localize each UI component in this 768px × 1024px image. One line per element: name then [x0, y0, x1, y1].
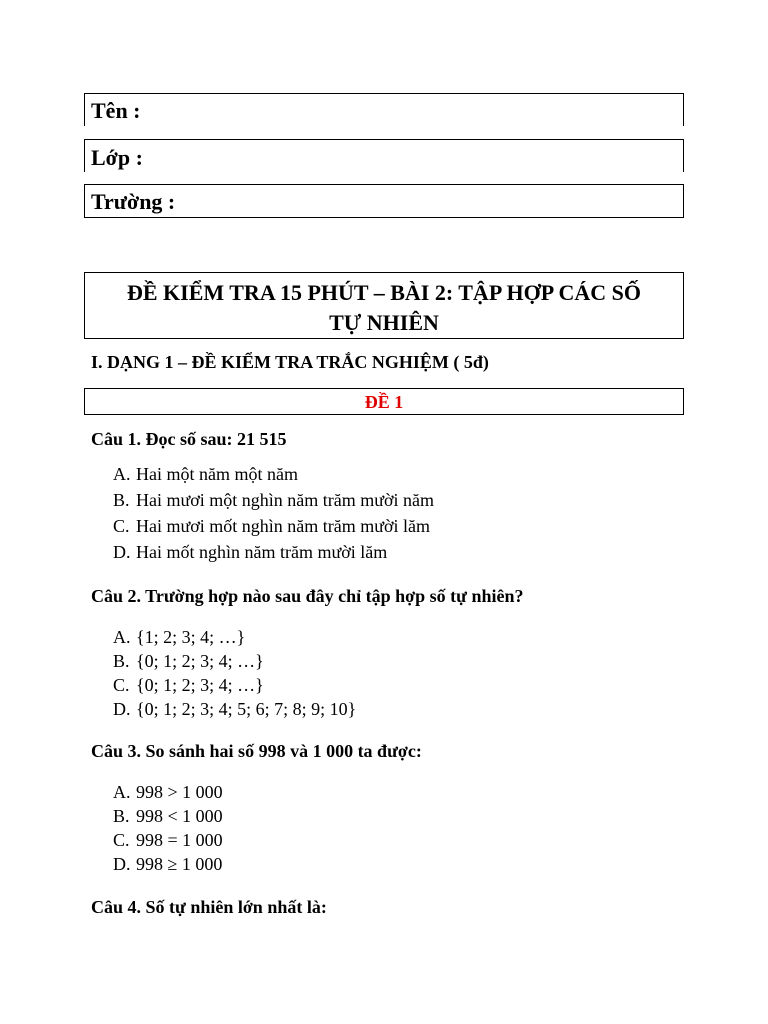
question-1: Câu 1. Đọc số sau: 21 515 [91, 429, 287, 449]
class-field-box [84, 139, 684, 172]
question-3: Câu 3. So sánh hai số 998 và 1 000 ta được: [91, 741, 422, 761]
option-letter: B. [113, 490, 130, 510]
test-variant-label: ĐỀ 1 [364, 392, 404, 412]
test-variant-box [84, 388, 684, 415]
option-text: 998 < 1 000 [136, 806, 223, 826]
option-b [113, 651, 356, 675]
option-text: {0; 1; 2; 3; 4; …} [136, 651, 264, 671]
question-4: Câu 4. Số tự nhiên lớn nhất là: [91, 897, 327, 917]
option-letter: A. [113, 782, 131, 802]
option-text: Hai mốt nghìn năm trăm mười lăm [136, 542, 388, 562]
option-b [113, 806, 223, 830]
option-d [113, 699, 356, 723]
name-label: Tên : [91, 98, 141, 123]
option-text: 998 ≥ 1 000 [136, 854, 223, 874]
option-b [113, 490, 434, 516]
option-letter: A. [113, 464, 131, 484]
option-letter: B. [113, 651, 130, 671]
option-letter: D. [113, 699, 131, 719]
option-text: {0; 1; 2; 3; 4; 5; 6; 7; 8; 9; 10} [136, 699, 357, 719]
option-text: {0; 1; 2; 3; 4; …} [136, 675, 264, 695]
option-a [113, 464, 434, 490]
option-letter: C. [113, 516, 130, 536]
question-2-options [113, 627, 356, 723]
test-title-line-2: TỰ NHIÊN [329, 310, 439, 335]
option-text: Hai một năm một năm [136, 464, 298, 484]
question-3-options [113, 782, 223, 878]
option-c [113, 830, 223, 854]
option-text: {1; 2; 3; 4; …} [136, 627, 246, 647]
option-letter: C. [113, 675, 130, 695]
test-title-box [84, 272, 684, 339]
option-a [113, 627, 356, 651]
test-title-line-1: ĐỀ KIỂM TRA 15 PHÚT – BÀI 2: TẬP HỢP CÁC SỐ [126, 280, 642, 305]
option-letter: D. [113, 854, 131, 874]
option-text: Hai mươi một nghìn năm trăm mười năm [136, 490, 435, 510]
option-text: 998 = 1 000 [136, 830, 223, 850]
school-label: Trường : [91, 189, 176, 214]
option-letter: A. [113, 627, 131, 647]
option-text: Hai mươi mốt nghìn năm trăm mười lăm [136, 516, 431, 536]
question-1-options [113, 464, 434, 568]
option-d [113, 542, 434, 568]
section-heading: I. DẠNG 1 – ĐỀ KIỂM TRA TRẮC NGHIỆM ( 5đ) [91, 352, 489, 372]
option-letter: D. [113, 542, 131, 562]
option-c [113, 516, 434, 542]
option-a [113, 782, 223, 806]
option-letter: B. [113, 806, 130, 826]
option-letter: C. [113, 830, 130, 850]
option-text: 998 > 1 000 [136, 782, 223, 802]
option-d [113, 854, 223, 878]
school-field-box [84, 184, 684, 218]
option-c [113, 675, 356, 699]
question-2: Câu 2. Trường hợp nào sau đây chỉ tập hợp số tự nhiên? [91, 586, 524, 606]
name-field-box [84, 93, 684, 126]
class-label: Lớp : [91, 145, 143, 170]
